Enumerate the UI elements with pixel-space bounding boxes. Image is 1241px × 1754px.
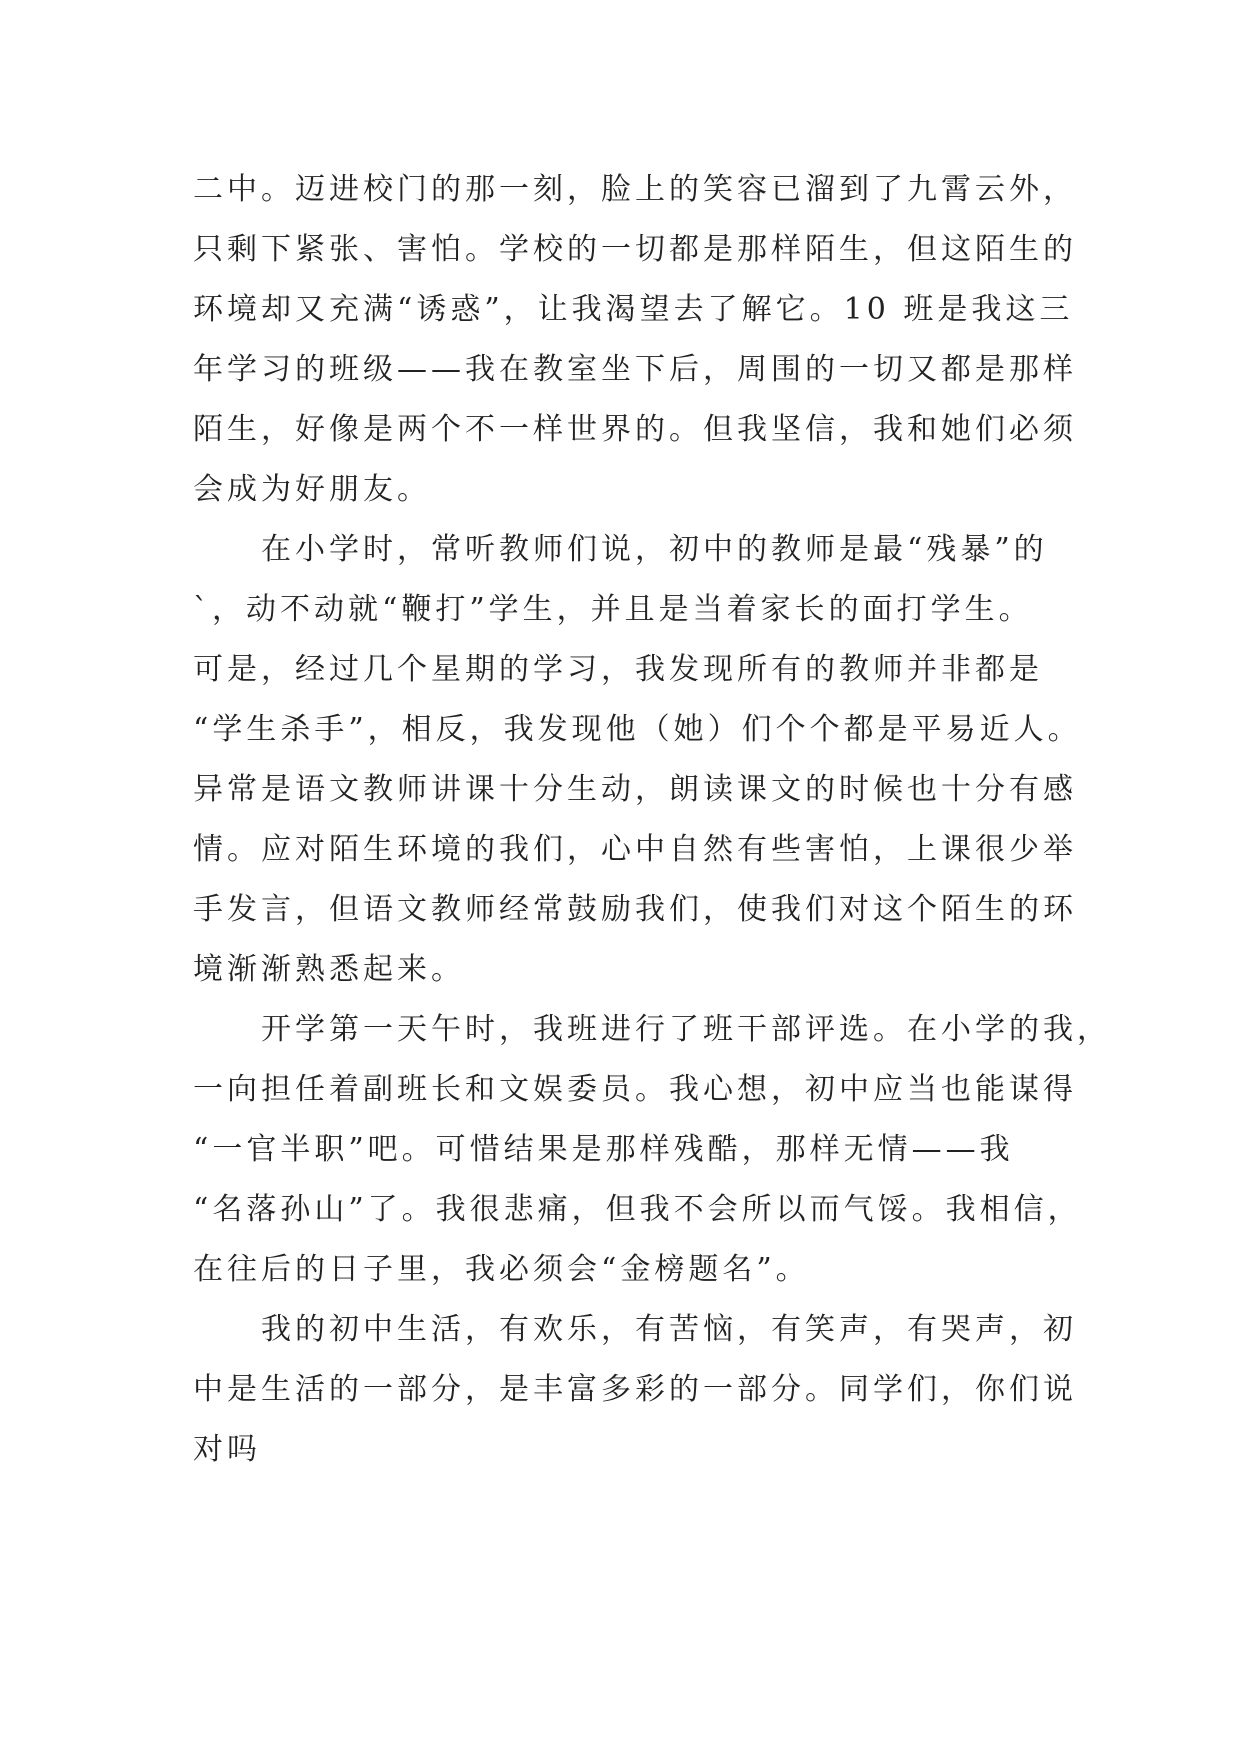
text-line: 只剩下紧张、害怕。学校的一切都是那样陌生，但这陌生的 [193,232,1077,267]
text-line: “名落孙山”了。我很悲痛，但我不会所以而气馁。我相信， [193,1192,1082,1227]
text-line: 我的初中生活，有欢乐，有苦恼，有笑声，有哭声，初 [193,1312,1077,1347]
text-line: 会成为好朋友。 [193,472,431,507]
text-line: 陌生，好像是两个不一样世界的。但我坚信，我和她们必须 [193,412,1077,447]
text-line: `，动不动就“鞭打”学生，并且是当着家长的面打学生。 [193,592,1033,627]
article-body [193,160,1111,1480]
text-line: 环境却又充满“诱惑”，让我渴望去了解它。10 班是我这三 [193,292,1074,327]
text-line: 异常是语文教师讲课十分生动，朗读课文的时候也十分有感 [193,772,1077,807]
text-line: 情。应对陌生环境的我们，心中自然有些害怕，上课很少举 [193,832,1077,867]
text-line: “一官半职”吧。可惜结果是那样残酷，那样无情——我 [193,1132,1014,1167]
text-line: 年学习的班级——我在教室坐下后，周围的一切又都是那样 [193,352,1077,387]
text-line: 中是生活的一部分，是丰富多彩的一部分。同学们，你们说 [193,1372,1077,1407]
text-line: 开学第一天午时，我班进行了班干部评选。在小学的我， [193,1012,1111,1047]
text-line: 二中。迈进校门的那一刻，脸上的笑容已溜到了九霄云外， [193,172,1077,207]
text-line: 对吗 [193,1432,261,1467]
text-line: 可是，经过几个星期的学习，我发现所有的教师并非都是 [193,652,1043,687]
text-line: 境渐渐熟悉起来。 [193,952,465,987]
text-line: “学生杀手”，相反，我发现他（她）们个个都是平易近人。 [193,712,1082,747]
text-line: 一向担任着副班长和文娱委员。我心想，初中应当也能谋得 [193,1072,1077,1107]
text-line: 手发言，但语文教师经常鼓励我们，使我们对这个陌生的环 [193,892,1077,927]
text-line: 在往后的日子里，我必须会“金榜题名”。 [193,1252,810,1287]
text-line: 在小学时，常听教师们说，初中的教师是最“残暴”的 [193,532,1048,567]
